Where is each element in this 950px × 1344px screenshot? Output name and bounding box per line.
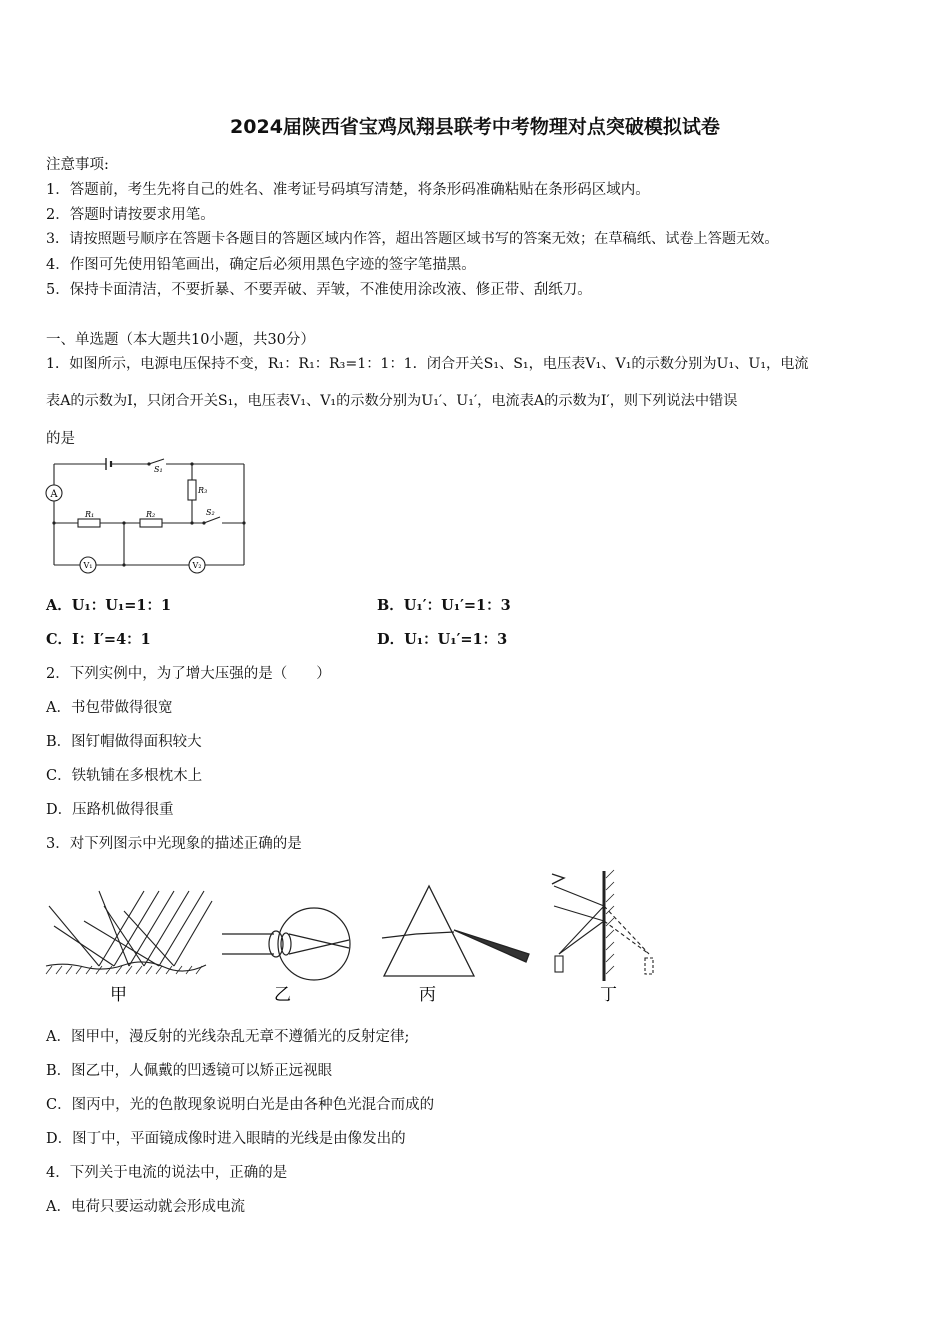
notice-item-2: 2．答题时请按要求用笔。 (46, 207, 215, 223)
q1-stem-line2: 表A的示数为I，只闭合开关S₁，电压表V₁、V₁的示数分别为U₁′、U₁′，电流表A的示数为I′，则下列说法中错误 (46, 393, 738, 409)
notice-item-5: 5．保持卡面清洁，不要折暴、不要弄破、弄皱，不准使用涂改液、修正带、刮纸刀。 (46, 282, 592, 298)
q3-option-c[interactable]: C．图丙中，光的色散现象说明白光是由各种色光混合而成的 (46, 1097, 435, 1113)
q3-optics-figures (44, 866, 664, 1006)
q1-option-a[interactable]: A．U₁：U₁=1：1 (46, 597, 172, 614)
q2-option-c[interactable]: C．铁轨铺在多根枕木上 (46, 768, 203, 784)
figure-ding (552, 870, 653, 981)
q1-option-d[interactable]: D．U₁：U₁′=1：3 (377, 631, 508, 648)
page-title: 2024届陕西省宝鸡凤翔县联考中考物理对点突破模拟试卷 (230, 116, 720, 138)
q1-stem-line3: 的是 (46, 431, 75, 447)
figure-label-bing: 丙 (419, 985, 436, 1005)
q1-circuit-diagram (44, 455, 254, 580)
section-heading: 一、单选题（本大题共10小题，共30分） (46, 332, 315, 348)
notice-heading: 注意事项: (46, 157, 109, 173)
figure-label-yi: 乙 (274, 985, 291, 1005)
q4-stem: 4．下列关于电流的说法中，正确的是 (46, 1165, 288, 1181)
s1-label: S₁ (154, 465, 163, 474)
figure-bing (382, 886, 529, 976)
q1-stem-line1: 1．如图所示，电源电压保持不变，R₁：R₁：R₃=1：1：1．闭合开关S₁、S₁，电压表V₁、V₁的示数分别为U₁、U₁，电流 (46, 356, 809, 372)
s2-label: S₂ (206, 508, 215, 517)
q2-stem: 2．下列实例中，为了增大压强的是（ ） (46, 666, 331, 682)
q3-option-a[interactable]: A．图甲中，漫反射的光线杂乱无章不遵循光的反射定律; (46, 1029, 410, 1045)
q2-option-d[interactable]: D．压路机做得很重 (46, 802, 174, 818)
figure-yi (222, 908, 350, 980)
q3-option-b[interactable]: B．图乙中，人佩戴的凹透镜可以矫正远视眼 (46, 1063, 333, 1079)
notice-item-3: 3．请按照题号顺序在答题卡各题目的答题区域内作答，超出答题区域书写的答案无效；在草稿纸、试卷上答题无效。 (46, 231, 779, 247)
q4-option-a[interactable]: A．电荷只要运动就会形成电流 (46, 1199, 245, 1215)
r2-label: R₂ (146, 510, 156, 519)
q1-option-c[interactable]: C．I：I′=4：1 (46, 631, 151, 648)
v2-label: V₂ (192, 561, 202, 570)
notice-item-4: 4．作图可先使用铅笔画出，确定后必须用黑色字迹的签字笔描黑。 (46, 257, 476, 273)
v1-label: V₁ (83, 561, 93, 570)
r3-label: R₃ (198, 486, 208, 495)
figure-label-jia: 甲 (110, 985, 127, 1005)
q2-option-a[interactable]: A．书包带做得很宽 (46, 700, 173, 716)
q1-option-b[interactable]: B．U₁′：U₁′=1：3 (377, 597, 511, 614)
ammeter-label: A (50, 489, 58, 500)
r1-label: R₁ (85, 510, 95, 519)
q3-option-d[interactable]: D．图丁中，平面镜成像时进入眼睛的光线是由像发出的 (46, 1131, 406, 1147)
figure-jia (46, 891, 212, 974)
q3-stem: 3．对下列图示中光现象的描述正确的是 (46, 836, 302, 852)
notice-item-1: 1．答题前，考生先将自己的姓名、准考证号码填写清楚，将条形码准确粘贴在条形码区域内。 (46, 182, 650, 198)
figure-label-ding: 丁 (600, 985, 617, 1005)
q2-option-b[interactable]: B．图钉帽做得面积较大 (46, 734, 202, 750)
